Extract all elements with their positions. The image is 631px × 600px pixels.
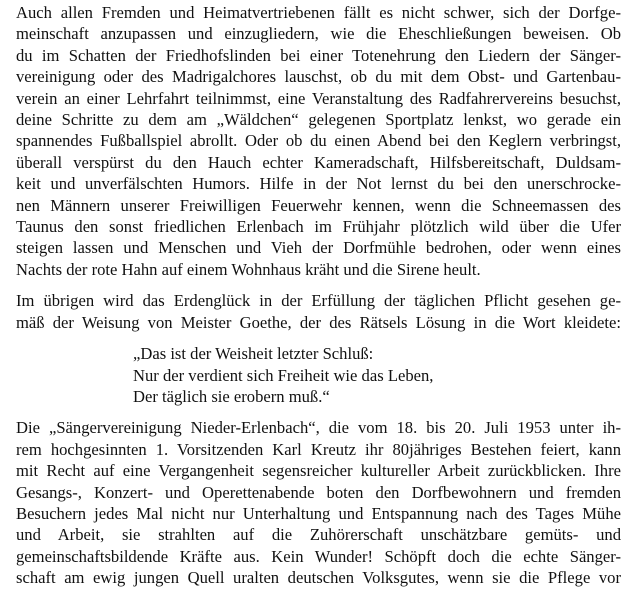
quote-line: Der täglich sie erobern muß.“ [133,386,330,406]
paragraph-gap [16,333,621,343]
text-line: keit und unverfälschten Humors. Hilfe in der Not lernst du bei den unerschrocke- [16,174,621,194]
quote-line: „Das ist der Weisheit letzter Schluß: [133,344,374,364]
paragraph-gap [16,280,621,290]
text-line: rem hochgesinnten 1. Vorsitzenden Karl Kreutz ihr 80jähriges Bestehen feiert, kann [16,439,621,459]
text-line: nen Männern unserer Freiwilligen Feuerwehr kennen, wenn die Schneemassen des [16,195,621,215]
text-line: Besuchern jedes Mal nicht nur Unterhaltung und Entspannung nach des Tages Mühe [16,503,621,523]
text-line: mäß der Weisung von Meister Goethe, der des Rätsels Lösung in die Wort kleidete: [16,312,621,332]
text-line: Im übrigen wird das Erdenglück in der Erfüllung der täglichen Pflicht gesehen ge- [16,291,621,311]
text-line: verein an einer Lehrfahrt teilnimmst, eine Veranstaltung des Radfahrervereins besuchst, [16,88,621,108]
text-line: mit Recht auf eine Vergangenheit segensreicher kultureller Arbeit zurückblicken. Ihre [16,461,621,481]
paragraph-goethe-intro [16,290,621,333]
text-line: Gesangs-, Konzert- und Operettenabende boten den Dorfbewohnern und fremden [16,482,621,502]
text-line: spannendes Fußballspiel abrollt. Oder ob du einen Abend bei den Keglern verbringst, [16,131,621,151]
text-line: steigen lassen und Menschen und Vieh der Dorfmühle bedrohen, oder wenn eines [16,238,621,258]
text-line: überall verspürst du den Hauch echter Kameradschaft, Hilfsbereitschaft, Duldsam- [16,152,621,172]
text-line: meinschaft anzupassen und einzugliedern, wie die Eheschließungen beweisen. Ob [16,24,621,44]
text-line: du im Schatten der Friedhofslinden bei einer Totenehrung den Liedern der Sänger- [16,45,621,65]
text-line: schaft am ewig jungen Quell uralten deutschen Volksgutes, wenn sie die Pflege vor [16,568,621,588]
quote-line: Nur der verdient sich Freiheit wie das Leben, [133,365,434,385]
text-line: Auch allen Fremden und Heimatvertriebenen fällt es nicht schwer, sich der Dorfge- [16,3,621,22]
paragraph-saengervereinigung [16,417,621,588]
text-line: vereinigung oder des Madrigalchores lauschst, ob du mit dem Obst- und Gartenbau- [16,67,621,87]
text-line: Nachts der rote Hahn auf einem Wohnhaus kräht und die Sirene heult. [16,259,481,279]
goethe-quote [133,343,621,407]
text-line: und Arbeit, sie strahlten auf die Zuhörerschaft unschätzbare gemüts- und [16,525,621,545]
text-line: gemeinschaftsbildende Kräfte aus. Kein Wunder! Schöpft doch die echte Sänger- [16,546,621,566]
paragraph-community [16,2,621,280]
paragraph-gap [16,407,621,417]
text-line: deine Schritte zu dem am „Wäldchen“ gelegenen Sportplatz lenkst, wo gerade ein [16,110,621,130]
text-line: Taunus den sonst friedlichen Erlenbach im Frühjahr plötzlich wild über die Ufer [16,217,621,237]
text-line: Die „Sängervereinigung Nieder-Erlenbach“, die vom 18. bis 20. Juli 1953 unter ih- [16,418,621,438]
